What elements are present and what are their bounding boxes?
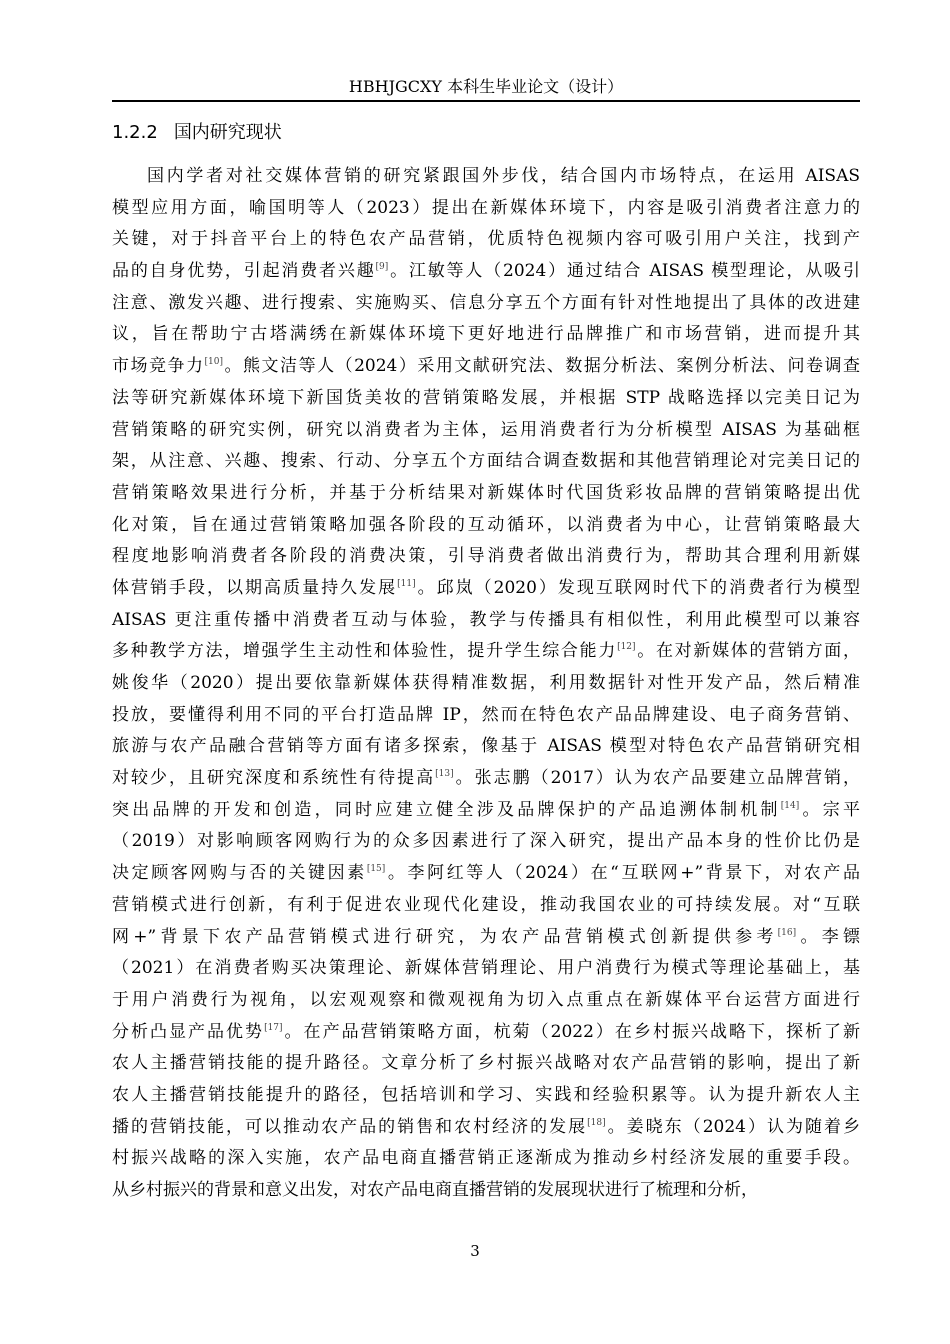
line-text: 突出品牌的开发和创造，同时应建立健全涉及品牌保护的产品追溯体制机制 bbox=[112, 799, 781, 820]
text-line bbox=[112, 193, 860, 225]
line-text: 投放，要懂得利用不同的平台打造品牌 IP，然而在特色农产品品牌建设、电子商务营销、 bbox=[112, 704, 860, 725]
line-text-tail: 。熊文洁等人（2024）采用文献研究法、数据分析法、案例分析法、问卷调查 bbox=[223, 356, 861, 377]
line-text: 决定顾客网购与否的关键因素 bbox=[112, 863, 367, 884]
line-text: 对较少，且研究深度和系统性有待提高 bbox=[112, 768, 436, 789]
text-line bbox=[112, 1080, 860, 1112]
line-text: （2021）在消费者购买决策理论、新媒体营销理论、用户消费行为模式等理论基础上，基 bbox=[112, 958, 860, 979]
line-text: 旅游与农产品融合营销等方面有诸多探索，像基于 AISAS 模型对特色农产品营销研究相 bbox=[112, 736, 860, 757]
citation-ref: [11] bbox=[397, 578, 416, 589]
line-text: 姚俊华（2020）提出要依靠新媒体获得精准数据，利用数据针对性开发产品，然后精准 bbox=[112, 673, 860, 693]
text-line bbox=[112, 478, 860, 510]
text-line bbox=[112, 922, 860, 954]
header-rule bbox=[112, 100, 860, 102]
line-text: 注意、激发兴趣、进行搜索、实施购买、信息分享五个方面有针对性地提出了具体的改进建 bbox=[112, 292, 860, 313]
line-text: 从乡村振兴的背景和意义出发，对农产品电商直播营销的发展现状进行了梳理和分析， bbox=[112, 1180, 758, 1200]
line-text: 分析凸显产品优势 bbox=[112, 1021, 265, 1042]
text-line bbox=[112, 415, 860, 447]
citation-ref: [16] bbox=[777, 927, 797, 938]
text-line bbox=[112, 605, 860, 637]
text-line bbox=[112, 541, 860, 573]
line-text: 化对策，旨在通过营销策略加强各阶段的互动循环，以消费者为中心，让营销策略最大 bbox=[112, 514, 860, 535]
line-text: 多种教学方法，增强学生主动性和体验性，提升学生综合能力 bbox=[112, 641, 618, 662]
text-line bbox=[112, 731, 860, 763]
line-text: 程度地影响消费者各阶段的消费决策，引导消费者做出消费行为，帮助其合理利用新媒 bbox=[112, 546, 860, 567]
line-text: 市场竞争力 bbox=[112, 356, 205, 377]
citation-ref: [18] bbox=[587, 1117, 606, 1128]
line-text-tail: 。李阿红等人（2024）在“互联网+”背景下，对农产品 bbox=[385, 863, 861, 884]
text-line bbox=[112, 636, 860, 668]
line-text: 村振兴战略的深入实施，农产品电商直播营销正逐渐成为推动乡村经济发展的重要手段。 bbox=[112, 1148, 860, 1169]
line-text: 营销策略的研究实例，研究以消费者为主体，运用消费者行为分析模型 AISAS 为基础框 bbox=[112, 419, 860, 440]
line-text: 架，从注意、兴趣、搜索、行动、分享五个方面结合调查数据和其他营销理论对完美日记的 bbox=[112, 451, 860, 472]
line-text: 农人主播营销技能的提升路径。文章分析了乡村振兴战略对农产品营销的影响，提出了新 bbox=[112, 1053, 860, 1074]
text-line bbox=[112, 668, 860, 700]
line-text: 营销策略效果进行分析，并基于分析结果对新媒体时代国货彩妆品牌的营销策略提出优 bbox=[112, 482, 860, 503]
line-text-tail: 。江敏等人（2024）通过结合 AISAS 模型理论，从吸引 bbox=[388, 261, 860, 282]
text-line bbox=[112, 224, 860, 256]
section-heading bbox=[112, 121, 282, 145]
citation-ref: [15] bbox=[366, 864, 386, 875]
line-text: 法等研究新媒体环境下新国货美妆的营销策略发展，并根据 STP 战略选择以完美日记为 bbox=[112, 387, 860, 408]
line-text: 农人主播营销技能提升的路径，包括培训和学习、实践和经验积累等。认为提升新农人主 bbox=[112, 1084, 860, 1105]
text-line bbox=[112, 351, 860, 383]
line-text: 营销模式进行创新，有利于促进农业现代化建设，推动我国农业的可持续发展。对“互联 bbox=[112, 894, 860, 915]
text-line bbox=[112, 700, 860, 732]
line-text: 议，旨在帮助宁古塔满绣在新媒体环境下更好地进行品牌推广和市场营销，进而提升其 bbox=[112, 324, 860, 345]
line-text: 模型应用方面，喻国明等人（2023）提出在新媒体环境下，内容是吸引消费者注意力的 bbox=[112, 197, 860, 218]
line-text: 于用户消费行为视角，以宏观观察和微观视角为切入点重点在新媒体平台运营方面进行 bbox=[112, 989, 860, 1010]
line-text: 国内学者对社交媒体营销的研究紧跟国外步伐，结合国内市场特点，在运用 AISAS bbox=[147, 166, 860, 186]
line-text: AISAS 更注重传播中消费者互动与体验，教学与传播具有相似性，利用此模型可以兼容 bbox=[112, 609, 860, 630]
section-title: 国内研究现状 bbox=[173, 122, 282, 143]
citation-ref: [10] bbox=[204, 357, 224, 368]
line-text: （2019）对影响顾客网购行为的众多因素进行了深入研究，提出产品本身的性价比仍是 bbox=[112, 831, 860, 852]
text-line bbox=[112, 319, 860, 351]
line-text: 体营销手段，以期高质量持久发展 bbox=[112, 577, 398, 598]
text-line bbox=[112, 858, 860, 890]
text-line bbox=[112, 953, 860, 985]
text-line bbox=[112, 1143, 860, 1175]
citation-ref: [12] bbox=[617, 642, 636, 653]
text-line bbox=[112, 1048, 860, 1080]
line-text: 播的营销技能，可以推动农产品的销售和农村经济的发展 bbox=[112, 1116, 588, 1137]
line-text-tail: 。在产品营销策略方面，杭菊（2022）在乡村振兴战略下，探析了新 bbox=[282, 1021, 861, 1042]
line-text-tail: 。邱岚（2020）发现互联网时代下的消费者行为模型 bbox=[415, 577, 861, 598]
text-line bbox=[112, 1112, 860, 1144]
text-line bbox=[112, 890, 860, 922]
text-line bbox=[112, 510, 860, 542]
line-text: 网+”背景下农产品营销模式进行研究，为农产品营销模式创新提供参考 bbox=[112, 926, 778, 947]
body-text bbox=[112, 161, 860, 1207]
line-text-tail: 。李镖 bbox=[796, 926, 861, 947]
line-text-tail: 。张志鹏（2017）认为农产品要建立品牌营销， bbox=[453, 768, 861, 789]
line-text-tail: 。姜晓东（2024）认为随着乡 bbox=[605, 1116, 861, 1137]
citation-ref: [17] bbox=[264, 1022, 283, 1033]
text-line bbox=[112, 826, 860, 858]
citation-ref: [14] bbox=[780, 800, 800, 811]
text-line bbox=[112, 1175, 860, 1207]
citation-ref: [9] bbox=[375, 262, 389, 273]
text-line bbox=[112, 763, 860, 795]
section-number: 1.2.2 bbox=[112, 122, 158, 143]
line-text-tail: 。宗平 bbox=[799, 799, 861, 820]
line-text: 品的自身优势，引起消费者兴趣 bbox=[112, 261, 376, 282]
text-line bbox=[112, 1017, 860, 1049]
text-line bbox=[112, 161, 860, 193]
text-line bbox=[112, 985, 860, 1017]
text-line bbox=[112, 573, 860, 605]
text-line bbox=[112, 288, 860, 320]
text-line bbox=[112, 383, 860, 415]
text-line bbox=[112, 795, 860, 827]
citation-ref: [13] bbox=[435, 769, 454, 780]
line-text-tail: 。在对新媒体的营销方面， bbox=[635, 641, 861, 662]
line-text: 关键，对于抖音平台上的特色农产品营销，优质特色视频内容可吸引用户关注，找到产 bbox=[112, 229, 860, 250]
page-header: HBHJGCXY 本科生毕业论文（设计） bbox=[348, 77, 624, 96]
text-line bbox=[112, 256, 860, 288]
text-line bbox=[112, 446, 860, 478]
page-number: 3 bbox=[470, 1242, 480, 1260]
